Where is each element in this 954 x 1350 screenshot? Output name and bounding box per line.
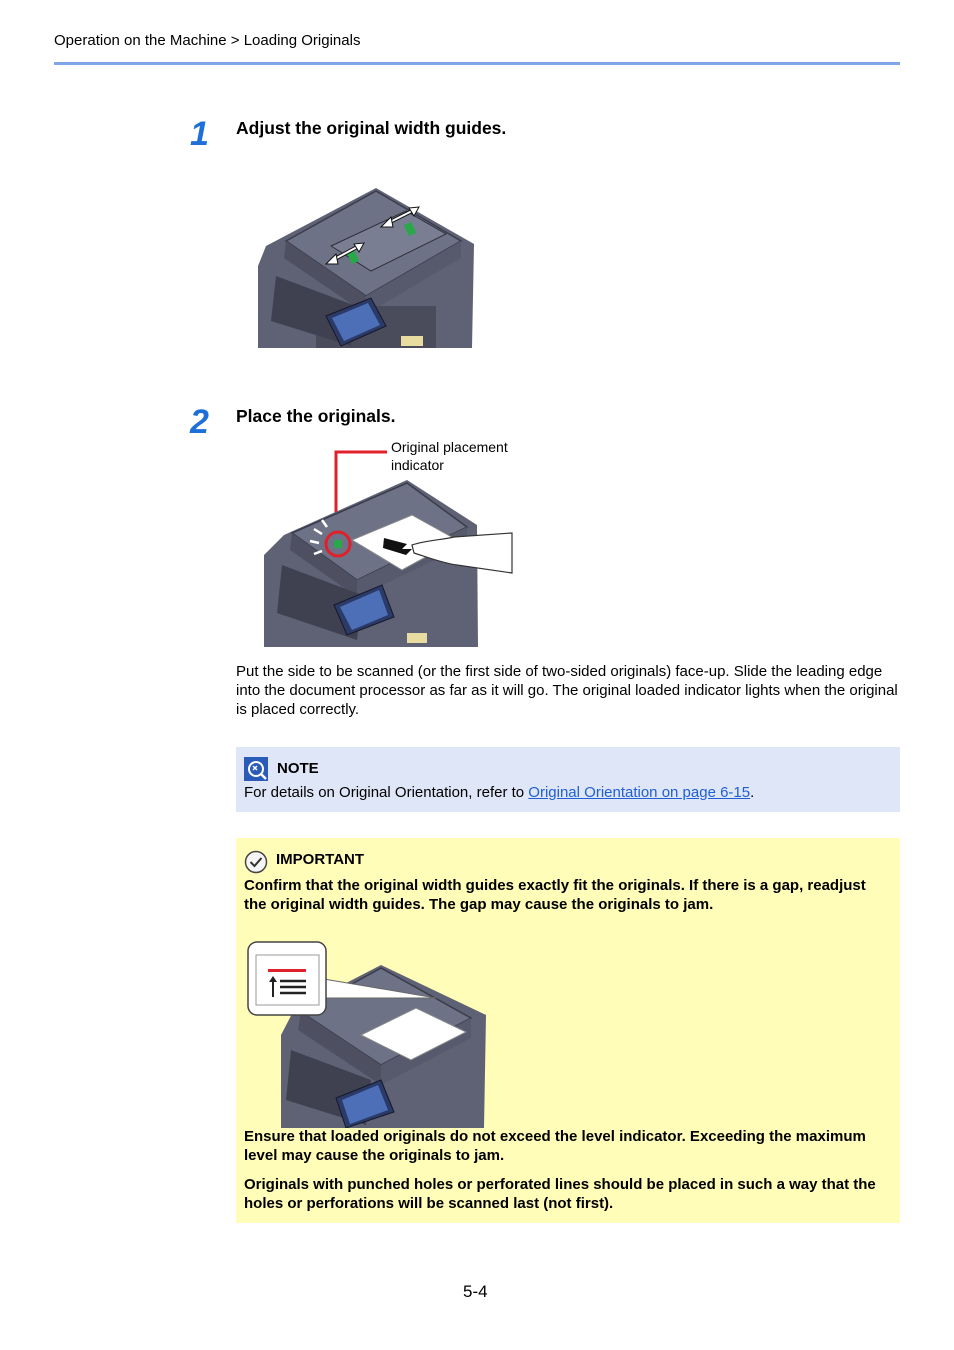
step-1-number: 1 (190, 115, 209, 153)
placement-indicator-label: Original placement indicator (391, 439, 508, 473)
step-1-title: Adjust the original width guides. (236, 118, 507, 138)
page-number: 5-4 (463, 1282, 488, 1301)
note-box (236, 747, 900, 812)
place-originals-illustration (262, 445, 514, 647)
level-indicator-illustration (246, 940, 491, 1128)
important-title: IMPORTANT (276, 851, 365, 868)
width-guides-illustration (256, 186, 478, 348)
note-title: NOTE (277, 760, 319, 777)
important-text-3: Originals with punched holes or perforated lines should be placed in such a way that the holes or perforations will be scanned last (not first). (244, 1176, 876, 1212)
checkmark-icon (244, 850, 268, 874)
step-2-number: 2 (190, 403, 209, 441)
note-icon (244, 757, 268, 781)
note-text: For details on Original Orientation, refer to Original Orientation on page 6-15. (244, 784, 755, 801)
breadcrumb: Operation on the Machine > Loading Originals (54, 32, 361, 49)
important-text-1: Confirm that the original width guides exactly fit the originals. If there is a gap, readjust the original width guides. The gap may cause the originals to jam. (244, 877, 866, 913)
instruction-paragraph: Put the side to be scanned (or the first side of two-sided originals) face-up. Slide the leading edge into the document processor as far as it will go. The original loaded indicator lights when the original is placed correctly. (236, 663, 898, 718)
important-box (236, 838, 900, 1223)
step-2-title: Place the originals. (236, 406, 396, 426)
important-text-2: Ensure that loaded originals do not exceed the level indicator. Exceeding the maximum level may cause the originals to jam. (244, 1128, 866, 1164)
header-divider (54, 62, 900, 65)
original-orientation-link[interactable]: Original Orientation on page 6-15 (528, 784, 751, 801)
